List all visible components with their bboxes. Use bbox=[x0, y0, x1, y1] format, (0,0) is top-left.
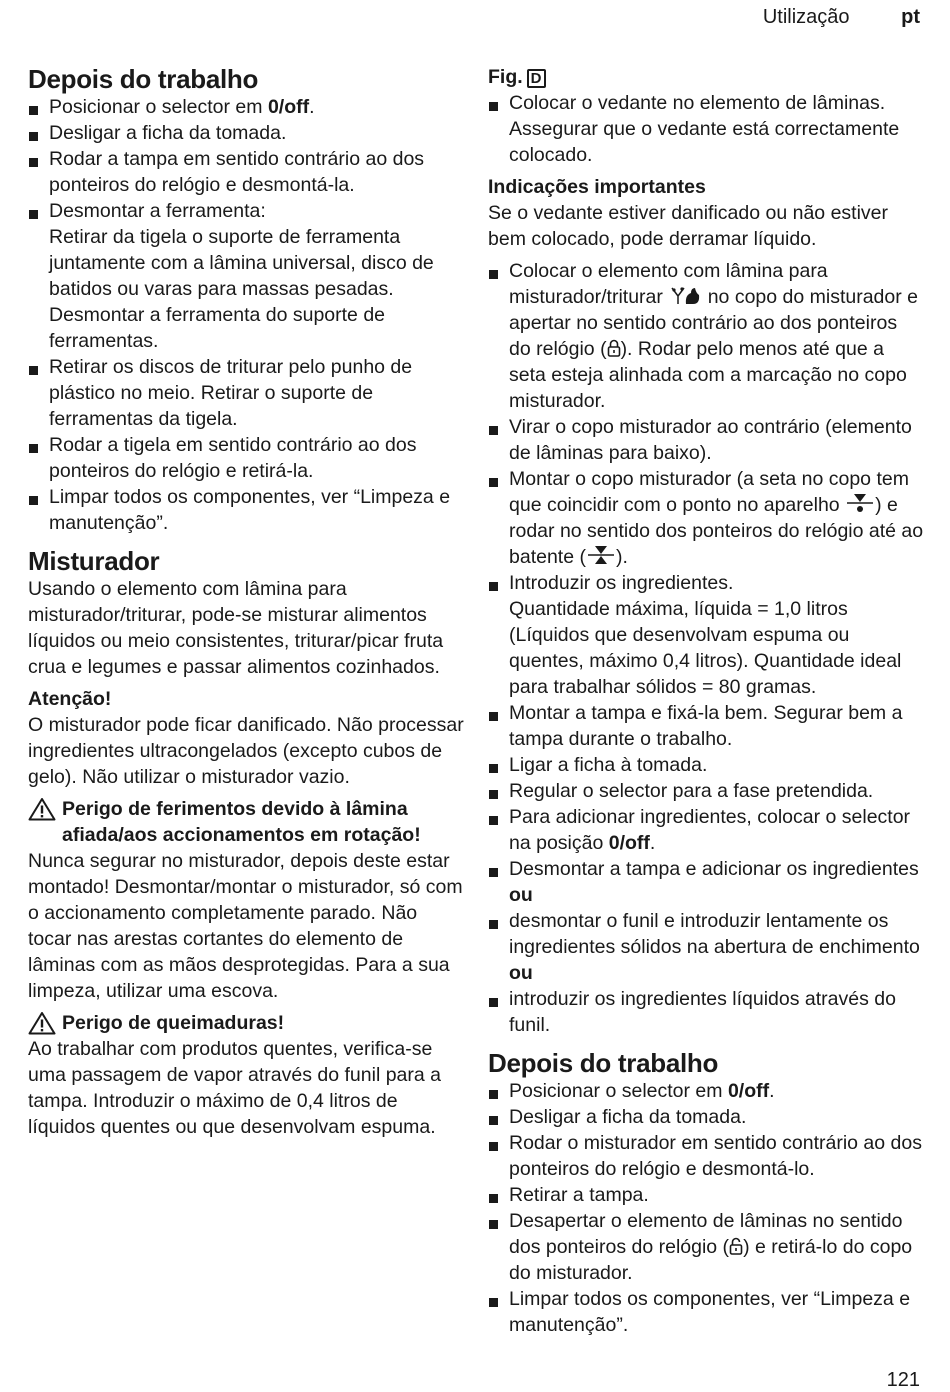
warning-burn-title: Perigo de queimaduras! bbox=[62, 1012, 285, 1034]
after-work-blender-list bbox=[488, 1078, 924, 1338]
warning-triangle-icon bbox=[28, 1011, 56, 1035]
figure-list bbox=[488, 90, 924, 168]
list-item: Limpar todos os componentes, ver “Limpeza e manutenção”. bbox=[488, 1286, 924, 1338]
list-item: desmontar o funil e introduzir lentamente os ingredientes sólidos na abertura de enchimento ou bbox=[488, 908, 924, 986]
warning-injury bbox=[28, 796, 464, 848]
list-item: Regular o selector para a fase pretendida. bbox=[488, 778, 924, 804]
warning-burn-text: Ao trabalhar com produtos quentes, verifica-se uma passagem de vapor através do funil para a tampa. Introduzir o máximo de 0,4 litros de líquidos quentes ou que desenvolvam espuma. bbox=[28, 1038, 441, 1138]
lock-open-icon bbox=[729, 1236, 743, 1256]
attention-text: O misturador pode ficar danificado. Não processar ingredientes ultracongelados (excepto cubos de gelo). Não utilizar o misturador vazio. bbox=[28, 714, 464, 788]
list-item: Posicionar o selector em 0/off. bbox=[28, 94, 464, 120]
section-title-blender: Misturador bbox=[28, 546, 160, 576]
right-column bbox=[488, 64, 924, 1338]
list-item: Rodar a tigela em sentido contrário ao dos ponteiros do relógio e retirá-la. bbox=[28, 432, 464, 484]
warning-injury-text: Nunca segurar no misturador, depois deste estar montado! Desmontar/montar o misturador, só com o accionamento completamente parado. Não tocar nas arestas cortantes do elemento de lâminas com as mãos desprotegidas. Para a sua limpeza, utilizar uma escova. bbox=[28, 850, 463, 1002]
lock-closed-icon bbox=[607, 338, 621, 358]
alignment-arrow-dot-icon bbox=[845, 492, 875, 514]
list-item: Para adicionar ingredientes, colocar o selector na posição 0/off. bbox=[488, 804, 924, 856]
list-item: Colocar o elemento com lâmina para misturador/triturar no copo do misturador e apertar no sentido contrário ao dos ponteiros do relógio ( ). Rodar pelo menos até que a seta esteja alinhada com a marcação no copo misturador. bbox=[488, 258, 924, 414]
alignment-arrows-icon bbox=[586, 544, 616, 566]
left-column bbox=[28, 64, 464, 1140]
list-item: Desligar a ficha da tomada. bbox=[28, 120, 464, 146]
list-item: Colocar o vedante no elemento de lâminas. Assegurar que o vedante está correctamente colocado. bbox=[488, 90, 924, 168]
section-title-after-work-blender: Depois do trabalho bbox=[488, 1048, 719, 1078]
figure-letter-box: D bbox=[527, 69, 546, 88]
warning-burn bbox=[28, 1010, 464, 1036]
list-item: Desmontar a tampa e adicionar os ingredientes ou bbox=[488, 856, 924, 908]
header-section: Utilização bbox=[762, 6, 850, 28]
blender-blade-icon bbox=[668, 284, 702, 306]
list-item: Retirar os discos de triturar pelo punho de plástico no meio. Retirar o suporte de ferramentas da tigela. bbox=[28, 354, 464, 432]
important-notes-title: Indicações importantes bbox=[488, 176, 706, 198]
list-item: Desmontar a ferramenta: Retirar da tigela o suporte de ferramenta juntamente com a lâmina universal, disco de batidos ou varas para massas pesadas. Desmontar a ferramenta do suporte de ferramentas. bbox=[28, 198, 464, 354]
page-header bbox=[763, 6, 920, 29]
list-item: Limpar todos os componentes, ver “Limpeza e manutenção”. bbox=[28, 484, 464, 536]
page-number: 121 bbox=[886, 1369, 920, 1391]
figure-reference: Fig. D bbox=[488, 64, 924, 90]
list-item: Retirar a tampa. bbox=[488, 1182, 924, 1208]
attention-title: Atenção! bbox=[28, 688, 112, 710]
list-item: Rodar a tampa em sentido contrário ao dos ponteiros do relógio e desmontá-la. bbox=[28, 146, 464, 198]
important-notes-text: Se o vedante estiver danificado ou não estiver bem colocado, pode derramar líquido. bbox=[488, 202, 889, 250]
list-item: Desapertar o elemento de lâminas no sentido dos ponteiros do relógio ( ) e retirá-lo do copo do misturador. bbox=[488, 1208, 924, 1286]
blender-intro: Usando o elemento com lâmina para misturador/triturar, pode-se misturar alimentos líquidos ou meio consistentes, triturar/picar fruta crua e legumes e passar alimentos cozinhados. bbox=[28, 578, 444, 678]
after-work-list bbox=[28, 94, 464, 536]
warning-triangle-icon bbox=[28, 797, 56, 821]
list-item: Desligar a ficha da tomada. bbox=[488, 1104, 924, 1130]
header-language: pt bbox=[901, 6, 920, 28]
list-item: introduzir os ingredientes líquidos através do funil. bbox=[488, 986, 924, 1038]
warning-injury-title: Perigo de ferimentos devido à lâmina afiada/aos accionamentos em rotação! bbox=[62, 798, 421, 846]
list-item: Montar a tampa e fixá-la bem. Segurar bem a tampa durante o trabalho. bbox=[488, 700, 924, 752]
list-item: Montar o copo misturador (a seta no copo tem que coincidir com o ponto no aparelho ) e rodar no sentido dos ponteiros do relógio até ao batente ( ). bbox=[488, 466, 924, 570]
section-title-after-work: Depois do trabalho bbox=[28, 64, 259, 94]
blender-steps-list bbox=[488, 258, 924, 1038]
list-item: Virar o copo misturador ao contrário (elemento de lâminas para baixo). bbox=[488, 414, 924, 466]
list-item: Posicionar o selector em 0/off. bbox=[488, 1078, 924, 1104]
list-item: Ligar a ficha à tomada. bbox=[488, 752, 924, 778]
list-item: Rodar o misturador em sentido contrário ao dos ponteiros do relógio e desmontá-lo. bbox=[488, 1130, 924, 1182]
list-item: Introduzir os ingredientes. Quantidade máxima, líquida = 1,0 litros (Líquidos que desenvolvam espuma ou quentes, máximo 0,4 litros). Quantidade ideal para trabalhar sólidos = 80 gramas. bbox=[488, 570, 924, 700]
